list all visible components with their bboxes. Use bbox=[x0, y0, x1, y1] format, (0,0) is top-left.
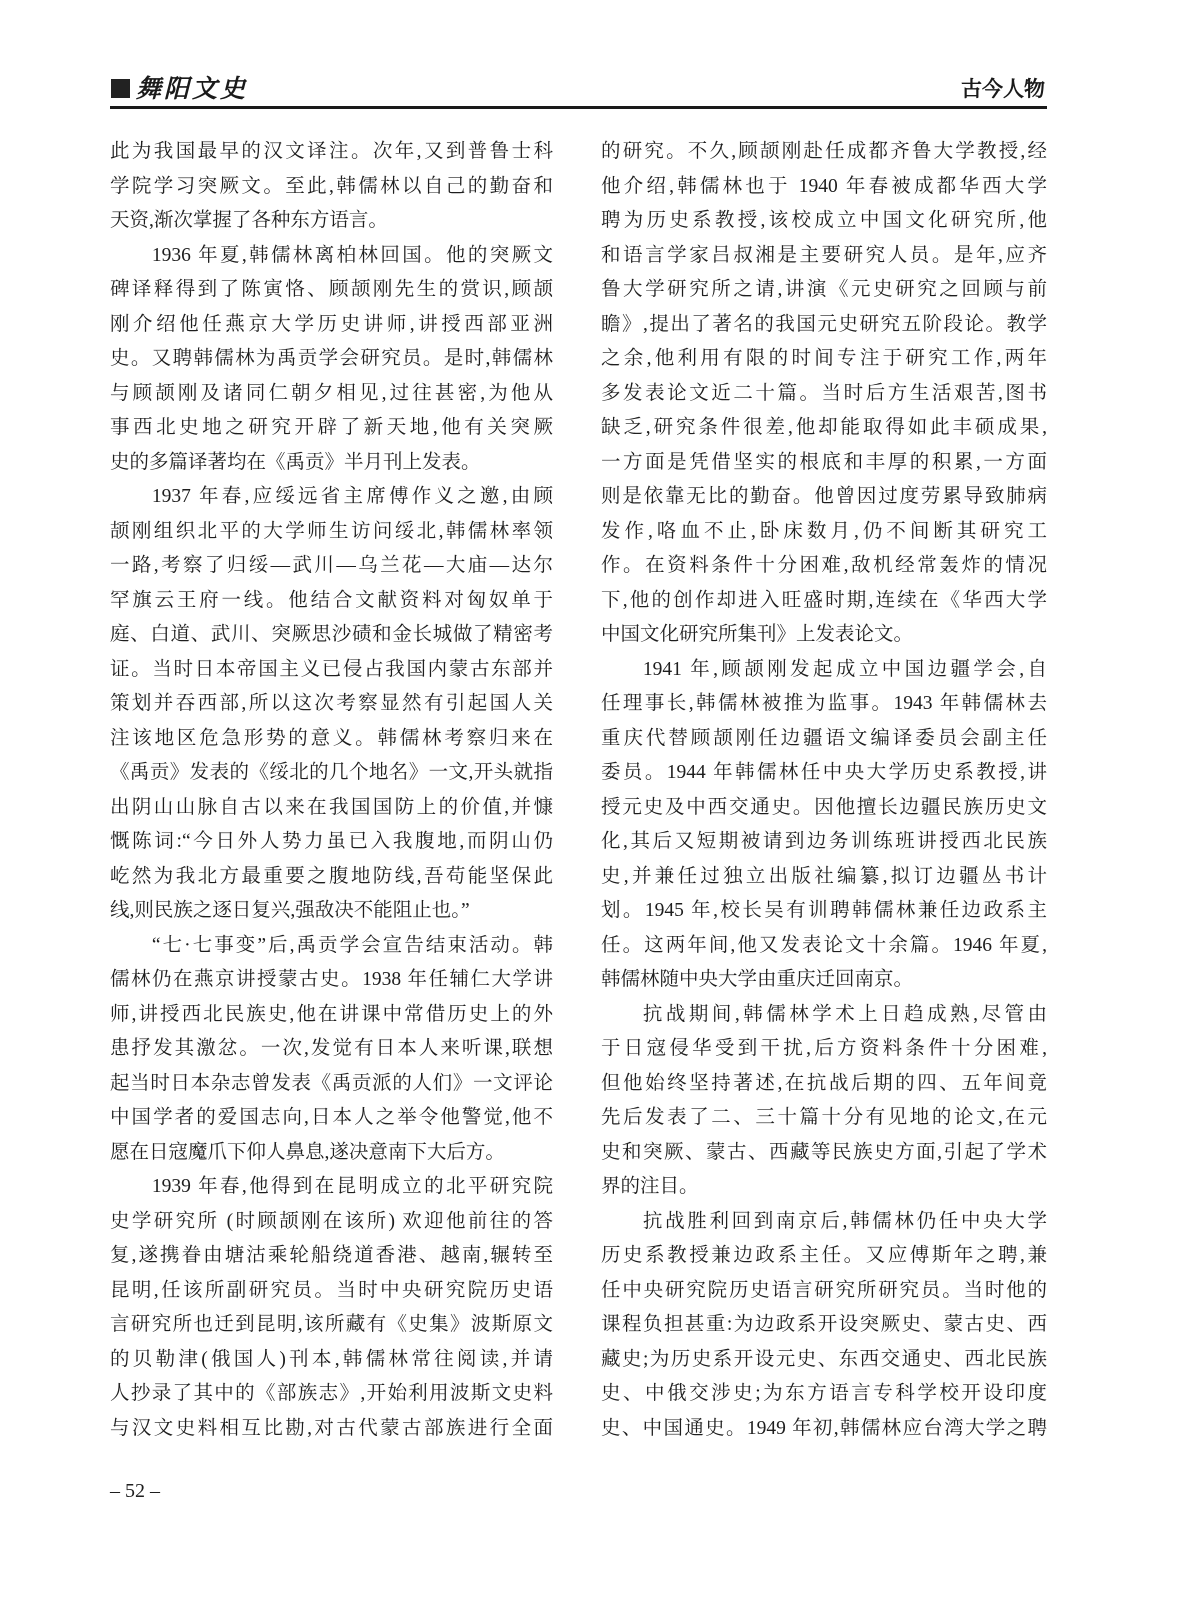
text-line: 化,其后又短期被请到边务训练班讲授西北民族 bbox=[601, 831, 1047, 852]
text-line: 重庆代替顾颉刚任边疆语文编译委员会副主任 bbox=[601, 727, 1047, 749]
article-column-left bbox=[110, 135, 553, 1446]
text-line: 一方面是凭借坚实的根底和丰厚的积累,一方面 bbox=[601, 451, 1047, 473]
text-line: 1936 年夏,韩儒林离柏林回国。他的突厥文 bbox=[151, 244, 553, 266]
text-line: 言研究所也迁到昆明,该所藏有《史集》波斯原文 bbox=[110, 1314, 553, 1335]
section-title: 古今人物 bbox=[961, 77, 1045, 101]
text-line: 中国学者的爱国志向,日本人之举令他警觉,他不 bbox=[110, 1107, 553, 1128]
text-line: 历史系教授兼边政系主任。又应傅斯年之聘,兼 bbox=[601, 1245, 1047, 1266]
text-line: 史。又聘韩儒林为禹贡学会研究员。是时,韩儒林 bbox=[110, 348, 553, 369]
text-line: 之余,他利用有限的时间专注于研究工作,两年 bbox=[601, 348, 1047, 369]
text-line: 抗战期间,韩儒林学术上日趋成熟,尽管由 bbox=[642, 1003, 1047, 1025]
text-line: 事西北史地之研究开辟了新天地,他有关突厥 bbox=[110, 417, 553, 438]
text-line: 儒林仍在燕京讲授蒙古史。1938 年任辅仁大学讲 bbox=[110, 969, 553, 990]
text-line: 史、中国通史。1949 年初,韩儒林应台湾大学之聘 bbox=[601, 1417, 1047, 1439]
text-line: 和语言学家吕叔湘是主要研究人员。是年,应齐 bbox=[601, 244, 1047, 266]
text-line: 史的多篇译著均在《禹贡》半月刊上发表。 bbox=[110, 451, 481, 473]
text-line: 抗战胜利回到南京后,韩儒林仍任中央大学 bbox=[642, 1210, 1047, 1232]
text-line: 罕旗云王府一线。他结合文献资料对匈奴单于 bbox=[110, 589, 553, 611]
text-line: 先后发表了二、三十篇十分有见地的论文,在元 bbox=[601, 1107, 1047, 1128]
text-line: 划。1945 年,校长吴有训聘韩儒林兼任边政系主 bbox=[601, 900, 1047, 921]
text-line: 慨陈词:“今日外人势力虽已入我腹地,而阴山仍 bbox=[110, 831, 553, 852]
text-line: 与汉文史料相互比勘,对古代蒙古部族进行全面 bbox=[110, 1417, 553, 1439]
text-line: 授元史及中西交通史。因他擅长边疆民族历史文 bbox=[601, 796, 1047, 818]
text-line: 多发表论文近二十篇。当时后方生活艰苦,图书 bbox=[601, 382, 1047, 404]
text-line: 任中央研究院历史语言研究所研究员。当时他的 bbox=[601, 1279, 1047, 1301]
text-line: 复,遂携眷由塘沽乘轮船绕道香港、越南,辗转至 bbox=[110, 1245, 553, 1266]
text-line: 史、中俄交涉史;为东方语言专科学校开设印度 bbox=[601, 1383, 1047, 1404]
text-line: 一路,考察了归绥—武川—乌兰花—大庙—达尔 bbox=[110, 555, 553, 576]
text-line: 策划并吞西部,所以这次考察显然有引起国人关 bbox=[110, 693, 553, 714]
text-line: 线,则民族之逐日复兴,强敌决不能阻止也。” bbox=[110, 900, 470, 921]
text-line: 课程负担甚重:为边政系开设突厥史、蒙古史、西 bbox=[601, 1314, 1047, 1335]
text-line: 史学研究所 (时顾颉刚在该所) 欢迎他前往的答 bbox=[110, 1210, 553, 1232]
text-line: 人抄录了其中的《部族志》,开始利用波斯文史料 bbox=[110, 1383, 553, 1404]
text-line: 下,他的创作却进入旺盛时期,连续在《华西大学 bbox=[601, 589, 1047, 611]
text-line: 证。当时日本帝国主义已侵占我国内蒙古东部并 bbox=[110, 658, 553, 680]
text-line: 的研究。不久,顾颉刚赴任成都齐鲁大学教授,经 bbox=[601, 141, 1047, 162]
text-line: 缺乏,研究条件很差,他却能取得如此丰硕成果, bbox=[601, 417, 1047, 438]
header-rule bbox=[110, 106, 1047, 109]
text-line: 韩儒林随中央大学由重庆迁回南京。 bbox=[601, 969, 914, 990]
text-line: 瞻》,提出了著名的我国元史研究五阶段论。教学 bbox=[601, 313, 1047, 335]
text-line: 任理事长,韩儒林被推为监事。1943 年韩儒林去 bbox=[601, 693, 1047, 714]
text-line: 1939 年春,他得到在昆明成立的北平研究院 bbox=[151, 1176, 553, 1197]
text-line: 学院学习突厥文。至此,韩儒林以自己的勤奋和 bbox=[110, 175, 553, 197]
text-line: 则是依靠无比的勤奋。他曾因过度劳累导致肺病 bbox=[601, 486, 1047, 507]
text-line: 委员。1944 年韩儒林任中央大学历史系教授,讲 bbox=[601, 762, 1047, 783]
text-line: 界的注目。 bbox=[601, 1176, 699, 1197]
text-line: 颉刚组织北平的大学师生访问绥北,韩儒林率领 bbox=[110, 520, 553, 542]
text-line: 任。这两年间,他又发表论文十余篇。1946 年夏, bbox=[601, 934, 1047, 956]
text-line: 师,讲授西北民族史,他在讲课中常借历史上的外 bbox=[110, 1003, 553, 1025]
text-line: 1941 年,顾颉刚发起成立中国边疆学会,自 bbox=[642, 658, 1047, 680]
text-line: 愿在日寇魔爪下仰人鼻息,遂决意南下大后方。 bbox=[110, 1141, 505, 1163]
text-line: 起当时日本杂志曾发表《禹贡派的人们》一文评论 bbox=[110, 1072, 553, 1094]
text-line: 注该地区危急形势的意义。韩儒林考察归来在 bbox=[110, 727, 553, 749]
text-line: 碑译释得到了陈寅恪、顾颉刚先生的赏识,顾颉 bbox=[110, 279, 553, 300]
text-line: 史和突厥、蒙古、西藏等民族史方面,引起了学术 bbox=[601, 1141, 1047, 1163]
text-line: 屹然为我北方最重要之腹地防线,吾苟能坚保此 bbox=[110, 865, 553, 887]
text-line: 昆明,任该所副研究员。当时中央研究院历史语 bbox=[110, 1279, 553, 1301]
text-line: 1937 年春,应绥远省主席傅作义之邀,由顾 bbox=[151, 486, 553, 507]
text-line: 但他始终坚持著述,在抗战后期的四、五年间竟 bbox=[601, 1072, 1047, 1094]
text-line: 聘为历史系教授,该校成立中国文化研究所,他 bbox=[601, 210, 1047, 231]
text-line: 的贝勒津(俄国人)刊本,韩儒林常往阅读,并请 bbox=[110, 1348, 553, 1370]
text-line: 鲁大学研究所之请,讲演《元史研究之回顾与前 bbox=[601, 279, 1047, 300]
text-line: 史,并兼任过独立出版社编纂,拟订边疆丛书计 bbox=[601, 865, 1047, 887]
text-line: 藏史;为历史系开设元史、东西交通史、西北民族 bbox=[601, 1348, 1047, 1370]
text-line: 《禹贡》发表的《绥北的几个地名》一文,开头就指 bbox=[110, 762, 553, 783]
text-line: 出阴山山脉自古以来在我国国防上的价值,并慷 bbox=[110, 796, 553, 818]
text-line: 于日寇侵华受到干扰,后方资料条件十分困难, bbox=[601, 1038, 1047, 1059]
text-line: 刚介绍他任燕京大学历史讲师,讲授西部亚洲 bbox=[110, 313, 553, 335]
text-line: 中国文化研究所集刊》上发表论文。 bbox=[601, 624, 914, 645]
text-line: 患抒发其激忿。一次,发觉有日本人来听课,联想 bbox=[110, 1038, 553, 1059]
page-number: – 52 – bbox=[110, 1480, 160, 1502]
text-line: 他介绍,韩儒林也于 1940 年春被成都华西大学 bbox=[601, 175, 1047, 197]
text-line: 庭、白道、武川、突厥思沙碛和金长城做了精密考 bbox=[110, 624, 553, 645]
black-square-icon bbox=[111, 79, 130, 98]
text-line: 天资,渐次掌握了各种东方语言。 bbox=[110, 210, 388, 231]
text-line: 发作,咯血不止,卧床数月,仍不间断其研究工 bbox=[601, 520, 1047, 542]
magazine-title: 舞阳文史 bbox=[136, 74, 249, 103]
masthead bbox=[110, 70, 1047, 110]
text-line: “七·七事变”后,禹贡学会宣告结束活动。韩 bbox=[151, 934, 553, 956]
article-column-right bbox=[601, 135, 1047, 1446]
text-line: 此为我国最早的汉文译注。次年,又到普鲁士科 bbox=[110, 141, 553, 162]
text-line: 作。在资料条件十分困难,敌机经常轰炸的情况 bbox=[601, 555, 1047, 576]
text-line: 与顾颉刚及诸同仁朝夕相见,过往甚密,为他从 bbox=[110, 382, 553, 404]
